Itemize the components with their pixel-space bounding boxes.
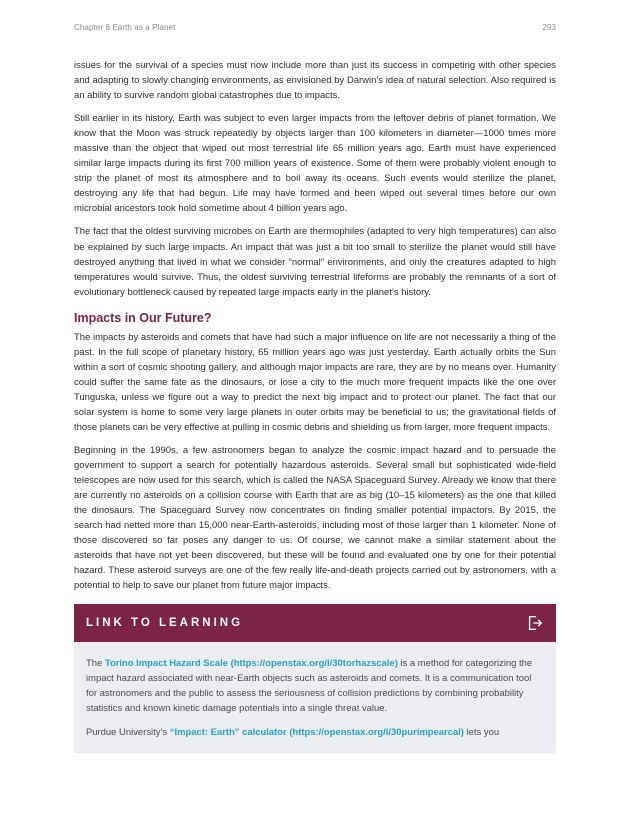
feature-paragraph: [86, 656, 544, 716]
text-span: lets you: [463, 726, 500, 738]
impact-earth-calculator-link[interactable]: “Impact: Earth” calculator (https://openstax.org/l/30purimpearcal): [169, 726, 464, 738]
running-header: [74, 23, 556, 32]
body-paragraph: issues for the survival of a species must now include more than just its success in competing with other species and adapting to slowly changing environments, as envisioned by Darwin’s idea of natural selection. Also required is an ability to survive random global catastrophes due to impacts.: [74, 60, 556, 102]
torino-scale-link[interactable]: Torino Impact Hazard Scale (https://openstax.org/l/30torhazscale): [104, 657, 398, 669]
body-paragraph: The fact that the oldest surviving microbes on Earth are thermophiles (adapted to very high temperatures) can also be explained by such large impacts. An impact that was just a bit too small to sterilize the planet would still have destroyed anything that lived in what we consider “normal” environments, and only the creatures adapted to high temperatures would survive. Thus, the oldest surviving terrestrial lifeforms are probably the remnants of a sort of evolutionary bottleneck caused by repeated large impacts early in the planet’s history.: [74, 226, 556, 298]
text-span: The: [86, 657, 105, 669]
page-number: 293: [542, 23, 556, 32]
external-link-icon: [526, 614, 544, 632]
text-span: Purdue University’s: [86, 726, 170, 738]
body-paragraph: The impacts by asteroids and comets that have had such a major influence on life are not necessarily a thing of the past. In the full scope of planetary history, 65 million years ago was just yesterday. Earth actually orbits the Sun within a sort of cosmic shooting gallery, and although major impacts are rare, they are by no means over. Humanity could suffer the same fate as the dinosaurs, or lose a city to the much more frequent impacts like the one over Tunguska, unless we figure out a way to predict the next big impact and to protect our planet. The fact that our solar system is home to some very large planets in outer orbits may be beneficial to us; the gravitational fields of those planets can be very effective at pulling in cosmic debris and shielding us from larger, more frequent impacts.: [74, 331, 556, 433]
body-paragraph: Still earlier in its history, Earth was subject to even larger impacts from the leftover debris of planet formation. We know that the Moon was struck repeatedly by objects larger than 100 kilometers in diameter—1000 times more massive than the object that wiped out most terrestrial life 65 million years ago. Earth must have experienced similar large impacts during its first 700 million years of existence. Some of them were probably violent enough to strip the planet of most its atmosphere and to boil away its oceans. Such events would sterilize the planet, destroying any life that had begun. Life may have formed and been wiped out several times before our own microbial ancestors took hold sometime about 4 billion years ago.: [74, 113, 556, 215]
chapter-title: Chapter 8 Earth as a Planet: [74, 23, 176, 32]
text-span: is a method for categorizing the impact hazard associated with near-Earth objects such as asteroids and comets. It is a communication tool for astronomers and the public to assess the seriousness of collision predictions by combining probability statistics and known kinetic damage potentials into a single threat value.: [86, 657, 533, 714]
feature-body: [74, 642, 556, 753]
page-content: [74, 58, 556, 753]
link-to-learning-box: [74, 604, 556, 753]
feature-paragraph: [86, 725, 544, 740]
feature-header: [74, 604, 556, 642]
feature-title: LINK TO LEARNING: [86, 616, 244, 629]
body-paragraph: Beginning in the 1990s, a few astronomers began to analyze the cosmic impact hazard and to persuade the government to support a search for potentially hazardous asteroids. Several small but sophisticated wide-field telescopes are now used for this search, which is called the NASA Spaceguard Survey. Already we know that there are currently no asteroids on a collision course with Earth that are as big (10–15 kilometers) as the one that killed the dinosaurs. The Spaceguard Survey now concentrates on finding smaller potential impactors. By 2015, the search had netted more than 15,000 near-Earth-asteroids, including most of those larger than 1 kilometer. None of those discovered so far poses any danger to us. Of course, we cannot make a similar statement about the asteroids that have not yet been discovered, but these will be found and evaluated one by one for their potential hazard. These asteroid surveys are one of the few really life-and-death projects carried out by astronomers, with a potential to help to save our planet from future major impacts.: [74, 445, 556, 592]
section-heading: Impacts in Our Future?: [74, 310, 212, 325]
